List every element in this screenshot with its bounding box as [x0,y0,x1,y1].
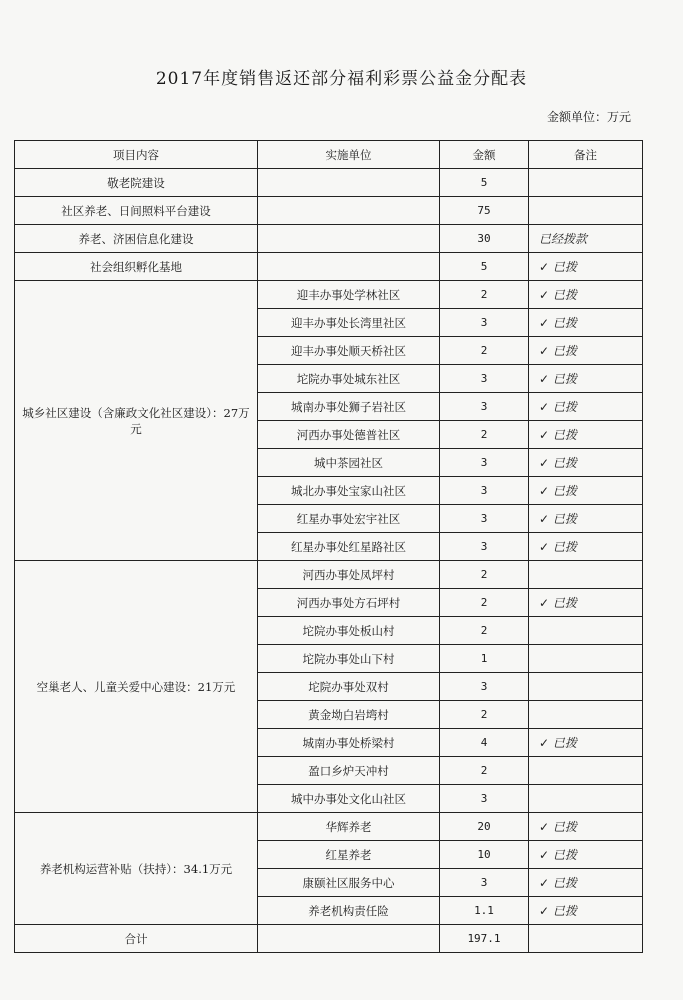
amount-cell: 2 [440,421,529,449]
document-title: 2017年度销售返还部分福利彩票公益金分配表 [155,69,528,89]
unit-cell: 河西办事处方石坪村 [258,589,440,617]
handwritten-note: ✓ 已拨 [529,253,643,281]
item-cell: 社区养老、日间照料平台建设 [15,197,258,225]
amount-cell: 30 [440,225,529,253]
header-note: 备注 [529,141,643,169]
handwritten-note: ✓ 已拨 [529,365,643,393]
total-amount: 197.1 [440,925,529,953]
unit-cell: 红星办事处宏宇社区 [258,505,440,533]
amount-cell: 2 [440,337,529,365]
unit-cell: 坨院办事处城东社区 [258,365,440,393]
unit-cell: 河西办事处德普社区 [258,421,440,449]
amount-cell: 5 [440,169,529,197]
amount-cell: 2 [440,617,529,645]
unit-cell: 坨院办事处山下村 [258,645,440,673]
handwritten-note [529,169,643,197]
total-note-cell [529,925,643,953]
handwritten-note: ✓ 已拨 [529,337,643,365]
handwritten-note: ✓ 已拨 [529,281,643,309]
handwritten-note: ✓ 已拨 [529,729,643,757]
handwritten-note: ✓ 已拨 [529,505,643,533]
unit-cell: 迎丰办事处顺天桥社区 [258,337,440,365]
total-label: 合计 [15,925,258,953]
unit-cell: 养老机构责任险 [258,897,440,925]
amount-cell: 3 [440,365,529,393]
amount-cell: 2 [440,701,529,729]
handwritten-note: ✓ 已拨 [529,393,643,421]
handwritten-note [529,197,643,225]
amount-cell: 3 [440,505,529,533]
handwritten-note: ✓ 已拨 [529,449,643,477]
group-label: 养老机构运营补贴（扶持）：34.1万元 [15,813,258,925]
unit-cell: 华辉养老 [258,813,440,841]
unit-cell [258,225,440,253]
amount-cell: 20 [440,813,529,841]
amount-cell: 2 [440,757,529,785]
total-row [15,925,643,953]
item-cell: 社会组织孵化基地 [15,253,258,281]
amount-cell: 3 [440,533,529,561]
allocation-table [14,140,643,953]
amount-cell: 3 [440,673,529,701]
handwritten-note: ✓ 已拨 [529,897,643,925]
table-row [15,813,643,841]
unit-cell: 城北办事处宝家山社区 [258,477,440,505]
amount-cell: 3 [440,309,529,337]
handwritten-note: 已经拨款 [529,225,643,253]
unit-cell [258,169,440,197]
unit-cell: 红星养老 [258,841,440,869]
table-header-row [15,141,643,169]
unit-cell [258,253,440,281]
header-amount: 金额 [440,141,529,169]
amount-cell: 10 [440,841,529,869]
amount-cell: 3 [440,477,529,505]
amount-cell: 3 [440,449,529,477]
handwritten-note [529,617,643,645]
unit-cell: 红星办事处红星路社区 [258,533,440,561]
amount-cell: 75 [440,197,529,225]
unit-cell: 坨院办事处双村 [258,673,440,701]
table-row [15,253,643,281]
handwritten-note [529,561,643,589]
handwritten-note: ✓ 已拨 [529,813,643,841]
table-row [15,197,643,225]
amount-unit-label: 金额单位：万元 [546,110,631,124]
handwritten-note: ✓ 已拨 [529,421,643,449]
amount-cell: 1.1 [440,897,529,925]
handwritten-note: ✓ 已拨 [529,841,643,869]
handwritten-note: ✓ 已拨 [529,533,643,561]
amount-cell: 2 [440,589,529,617]
unit-cell: 黄金坳白岩塆村 [258,701,440,729]
amount-cell: 3 [440,869,529,897]
handwritten-note: ✓ 已拨 [529,589,643,617]
header-unit: 实施单位 [258,141,440,169]
unit-cell: 城中茶园社区 [258,449,440,477]
total-unit-cell [258,925,440,953]
amount-cell: 3 [440,393,529,421]
table-row [15,561,643,589]
unit-cell: 康颐社区服务中心 [258,869,440,897]
amount-cell: 5 [440,253,529,281]
handwritten-note [529,673,643,701]
handwritten-note [529,757,643,785]
handwritten-note: ✓ 已拨 [529,477,643,505]
table-row [15,281,643,309]
amount-cell: 2 [440,561,529,589]
handwritten-note: ✓ 已拨 [529,869,643,897]
unit-cell: 迎丰办事处长湾里社区 [258,309,440,337]
unit-cell: 盈口乡炉天冲村 [258,757,440,785]
amount-cell: 4 [440,729,529,757]
group-label: 城乡社区建设（含廉政文化社区建设）：27万元 [15,281,258,561]
unit-cell: 城南办事处桥梁村 [258,729,440,757]
handwritten-note [529,701,643,729]
handwritten-note: ✓ 已拨 [529,309,643,337]
handwritten-note [529,645,643,673]
handwritten-note [529,785,643,813]
table-row [15,225,643,253]
table-body [15,169,643,925]
amount-cell: 1 [440,645,529,673]
amount-cell: 2 [440,281,529,309]
unit-cell: 城南办事处狮子岩社区 [258,393,440,421]
amount-cell: 3 [440,785,529,813]
group-label: 空巢老人、儿童关爱中心建设：21万元 [15,561,258,813]
item-cell: 敬老院建设 [15,169,258,197]
unit-cell: 河西办事处凤坪村 [258,561,440,589]
item-cell: 养老、济困信息化建设 [15,225,258,253]
table-row [15,169,643,197]
unit-cell: 城中办事处文化山社区 [258,785,440,813]
unit-cell: 迎丰办事处学林社区 [258,281,440,309]
unit-cell: 坨院办事处板山村 [258,617,440,645]
header-item: 项目内容 [15,141,258,169]
unit-cell [258,197,440,225]
